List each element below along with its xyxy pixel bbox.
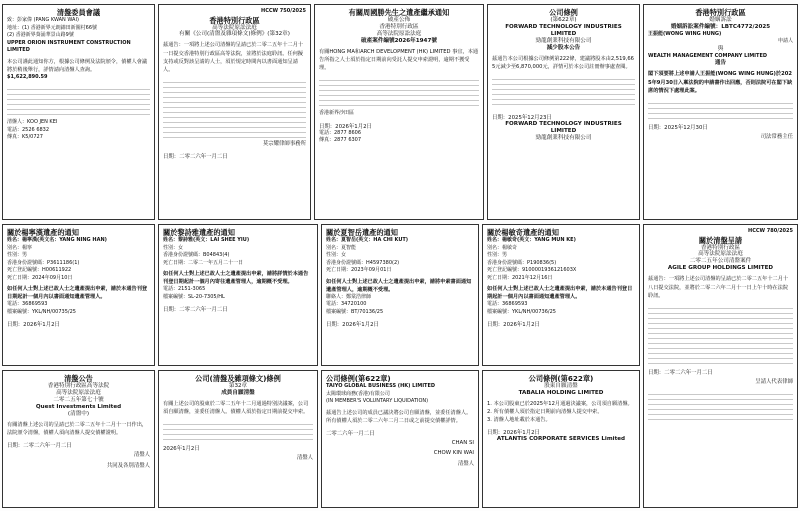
notice-quest-investments [2,370,155,508]
liquidator: 清盤人 [133,452,150,459]
notice-heading: 減少股本公告 [546,44,581,51]
notice-date: 二零二六年一月二日 [326,430,375,437]
notice-body: 茲通告：一項將上述公司清盤的呈請已於二零二五年十二月十一日提交香港特別行政區高等法院，並將於法庭聆訊。任何擬支持或反對該呈請的人士，須於規定時間內以書面通知呈請人。 [163,42,304,73]
notice-date: 日期：二零二六年一月二日 [648,369,713,376]
alias: 別名：楊敏奇 [487,244,518,251]
notice-body: 如任何人士對上述已故人士之遺產提出申索，請將申索書面通知遺產管理人，逾期概不受理。 [326,278,472,293]
notice-body: 1. 本公司股東已於2025年12月通過決議案，公司須自願清盤。 2. 所有債權人須於指定日期前向清盤人提交申索。 3. 清盤人地址載於本通告。 [487,400,633,424]
company-name-cn: 太陽環球商務(香港)有限公司 [326,390,390,397]
notice-body: 有關上述公司的股東於二零二五年十二月通過特別決議案，公司須自願清盤，並委任清盤人。債權人須於指定日期前提交申索。 [163,400,309,416]
court-title: 香港特別行政區 [695,8,746,17]
notice-title: 關於黎詩雅遺產的通知 [163,228,235,237]
notice-body: 有關清盤上述公司的呈請已於二零二五年十二月十一日作出，法院頒令清盤，債權人須向清盤人提交債權證明。 [7,421,148,436]
sex: 性別：女 [326,252,347,258]
notice-estate-yang-mun-ke [482,224,640,366]
case-line: 二零二五年公司清盤案件 [689,258,752,265]
notice-body: 茲通告本公司根據公司條例第222條，建議將股本由2,519,665元減少至6,870,000元，詳情可於本公司註冊辦事處查閱。 [492,55,634,70]
body-text-block [319,76,479,110]
telephone: 電話：2526 6832 [7,126,50,133]
notice-date: 日期：2026年1月2日 [326,322,379,329]
notice-share-reduction [487,4,640,220]
registrar: 司法常務主任 [760,133,793,140]
notice-heading: 通告 [714,60,727,67]
file-ref: 檔案編號：YKL/NH/00736/25 [487,308,556,315]
body-text-block [163,78,306,138]
telephone: 電話：36869593 [487,301,528,308]
fax: 傳真：2877 6307 [319,137,362,144]
court-subtitle: 高等法院原訟法庭 [212,24,257,31]
notice-date: 日期：2026年1月2日 [319,123,372,130]
telephone: 電話：36869593 [7,301,48,308]
telephone: 電話：2151-3065 [163,286,206,293]
notice-title: 關於楊寧漢遺產的通知 [7,228,79,237]
notice-date: 日期：二零二六年一月二日 [7,443,72,450]
company-status: (IN MEMBER'S VOLUNTARY LIQUIDATION) [326,398,429,404]
court-title: 香港特別行政區 [209,15,260,25]
notice-body: 閣下須要將上述申請人王振能(WONG WING HUNG)於2025年9月30日入稟法院的申請書作出回應，否則法院可在閣下缺席的情況下處理此案。 [648,71,793,94]
notice-body: 本公司謹此通知你方，根據公司條例及法院頒令，債權人會議將於稍後舉行，詳情請向清盤人查詢。 [7,58,148,73]
file-ref: 檔案編號：SL-20-7305/HL [163,293,225,300]
and-separator: 與 [717,45,724,52]
death-cert: 死亡登記編號：H00611922 [7,267,72,273]
notice-estate-yang-ning-han [2,224,155,366]
death-date: 死亡日期：2023年09月01日 [326,267,392,273]
id-number: 香港身份證號碼：B04843(4) [163,252,230,258]
telephone: 電話：34720100 [326,301,367,308]
deceased-name: 姓名：楊寧漢(英文名：YANG NING HAN) [7,237,107,243]
liquidator-1: CHAN SI [451,439,474,446]
region: 香港特別行政區 [700,244,741,251]
notice-date: 日期：2025年12月30日 [648,124,708,131]
amount: $1,622,890.59 [7,73,48,80]
notice-body: 如任何人士對上述已故人士之遺產提出申索，請於本通告刊登日期起計一個月內以書面通知遺產管理人。 [7,286,148,301]
court: 高等法院原訟法庭 [376,30,422,37]
notice-estate-lai-shee-yiu [158,224,318,366]
notice-bankruptcy [314,4,484,220]
notice-title: 有關周國勝先生之遺產繼承通知 [348,8,450,17]
notice-date: 日期：二零二六年一月二日 [163,154,228,161]
petitioner-solicitor: 呈請人代表律師 [755,378,793,385]
liquidator-role: 清盤人 [457,460,474,467]
sex: 性別：男 [487,252,508,258]
court-subtitle: 高等法院原訟法庭 [56,389,101,396]
contact: 聯絡人：鄭棠浩律師 [326,293,372,300]
telephone: 電話：2877 8606 [319,129,362,136]
region: 香港特別行政區 [379,23,419,30]
ordinance-title: 公司條例(第622章) [528,374,594,383]
notice-body: 如任何人士對上述已故人士之遺產提出申索，請將詳情於本通告刊登日期起計一個月內寄往遺產管理人，逾期概不受理。 [163,271,309,286]
court: 高等法院原訟法庭 [698,251,743,258]
deceased-name: 姓名：楊敏奇(英文：YANG MUN KE) [487,237,576,243]
company-name: UPPER ORION INSTRUMENT CONSTRUCTION LIMITED [7,39,131,53]
chapter: 第32章 [228,383,248,389]
liquidator-2: CHOW KIN WAI [433,450,474,457]
court-subtitle: 婚姻訴訟 [709,17,732,23]
notice-subtitle: 破產公佈 [387,17,411,23]
notice-heading: 成員自願清盤 [221,389,255,396]
notice-title: 關於楊敏奇遺產的通知 [487,228,559,237]
body-text-block [7,85,150,119]
death-date: 死亡日期：二零二一年五月二十一日 [163,259,244,266]
body-text-block [648,390,793,424]
company-name: FORWARD TECHNOLOGY INDUSTRIES LIMITED [505,23,622,37]
deceased-name: 姓名：黎詩雅(英文：LAI SHEE YIU) [163,237,250,243]
id-number: 香港身份證號碼：H4597380(2) [326,259,400,266]
respondent: WEALTH MANAGEMENT COMPANY LIMITED [648,52,768,59]
notice-date: 日期：2026年1月2日 [487,430,540,437]
notice-title: 清盤公告 [64,374,93,383]
applicant: 王振能(WONG WING HUNG) [648,30,722,37]
solicitor: 莫宗耀律師事務所 [262,140,306,147]
case-number: 破產案件編號2026年1947號 [361,37,437,44]
address: 香港新界沙田區 [319,110,355,117]
address-1: 地址：(1) 香港新界元朗錦田新圍村66號 [7,24,98,31]
address-2: (2) 香港新界葵涌華景山路9號 [7,32,74,38]
applicant-role: 申請人 [777,38,793,45]
notice-title: 關於夏智岳遺產的通知 [326,228,398,237]
case-number: HCCW 750/2025 [261,8,306,14]
notice-date: 日期：2026年1月2日 [487,322,540,329]
body-text-block [648,304,793,364]
case-number: HCCW 780/2025 [748,228,793,234]
notice-tabalia-holding [482,370,640,508]
notice-hccw-780 [643,224,798,508]
notice-body: 如任何人士對上述已故人士之遺產提出申索，請於本通告刊登日期起計一個月內以書面通知遺產管理人。 [487,286,633,301]
sex: 性別：男 [7,252,28,258]
notice-estate-ha-chi-kut [321,224,479,366]
addressee: 致：彭家偉 (PANG KWAN WAI) [7,17,79,23]
ordinance-title: 公司條例 [549,8,578,17]
notice-date: 日期：二零二六年一月二日 [163,307,228,314]
ordinance-title: 公司條例(第622章) [326,374,391,383]
notice-title: 關於清盤呈請 [698,235,743,245]
id-number: 香港身份證號碼：P3611186(1) [7,259,80,266]
notice-matrimonial [643,4,798,220]
fax: 傳真：K5/0727 [7,134,43,141]
notice-body: 茲通告：一項將上述公司清盤的呈請已於二零二五年十二月十八日提交法院，並將於二零二六年二月十一日上午十時在法院聆訊。 [648,276,789,299]
notice-body: 茲通告上述公司的成員已議決將公司自願清盤，並委任清盤人。所有債權人須於二零二六年二月二日或之前提交債權詳情。 [326,409,472,424]
company-name: AGILE GROUP HOLDINGS LIMITED [667,265,774,272]
death-date: 死亡日期：2021年12月16日 [487,274,553,281]
notice-subtitle: 股東自願清盤 [544,383,578,389]
liquidator: 清盤人 [296,455,313,462]
notice-taiyo-global [321,370,479,508]
court: 香港特別行政區高等法院 [47,383,110,389]
company-name: Quest Investments Limited [35,403,122,410]
notice-hccw-750 [158,4,311,220]
sex: 性別：女 [163,244,184,251]
notice-date: 2026年1月2日 [163,446,200,453]
alias: 別名：夏智能 [326,244,357,251]
ordinance-title: 公司(清盤及雜項條文)條例 [195,374,281,383]
company-status: (清盤中) [67,410,90,417]
notice-voluntary-winding-up [158,370,318,508]
notice-date: 日期：2026年1月2日 [7,322,60,329]
death-cert: 死亡登記編號：9100001936121603X [487,267,577,273]
footer-company: ATLANTIS CORPORATE SERVICES Limited [496,436,626,443]
file-ref: 檔案編號：BT/70136/25 [326,308,384,315]
notice-liquidation-committee [2,4,155,220]
ordinance-line: 有關《公司(清盤及雜項條文)條例》(第32章) [179,31,290,38]
file-ref: 檔案編號：YKL/NH/00735/25 [7,308,76,315]
deceased-name: 姓名：夏智岳(英文：HA CHI KUT) [326,237,409,243]
death-date: 死亡日期：2024年09月10日 [7,274,73,281]
id-number: 香港身份證號碼：P190836(5) [487,259,557,266]
body-text-block [648,99,793,119]
alias: 別名：楊寧 [7,244,33,251]
liquidator-joint: 共同及各別清盤人 [106,462,150,469]
company-name-cn: 勁龍創業科技有限公司 [535,37,592,44]
notice-date: 日期：2025年12月23日 [492,115,552,122]
chapter: (第622章) [550,17,577,23]
footer-company-cn: 勁龍創業科技有限公司 [535,135,592,142]
case-number: 婚姻訴訟案件編號：LBTC4772/2025 [670,23,771,30]
company-name: TABALIA HOLDING LIMITED [518,389,604,396]
body-text-block [492,75,635,109]
company-name: TAIYO GLOBAL BUSINESS (HK) LIMITED [326,383,436,389]
signatory: 清盤人：KOO JEN KEI [7,119,58,126]
notice-body: 有關HONG MA和ARCH DEVELOPMENT (HK) LIMITED 事宜，本通告所指之人士須於指定日期前向受託人提交申索證明，逾期不獲受理。 [319,48,479,72]
case-line: 二零二五年第七十號 [53,396,104,403]
notice-title: 清盤委員會議 [56,8,101,17]
body-text-block [163,420,313,440]
footer-company: FORWARD TECHNOLOGY INDUSTRIES LIMITED [505,121,622,135]
